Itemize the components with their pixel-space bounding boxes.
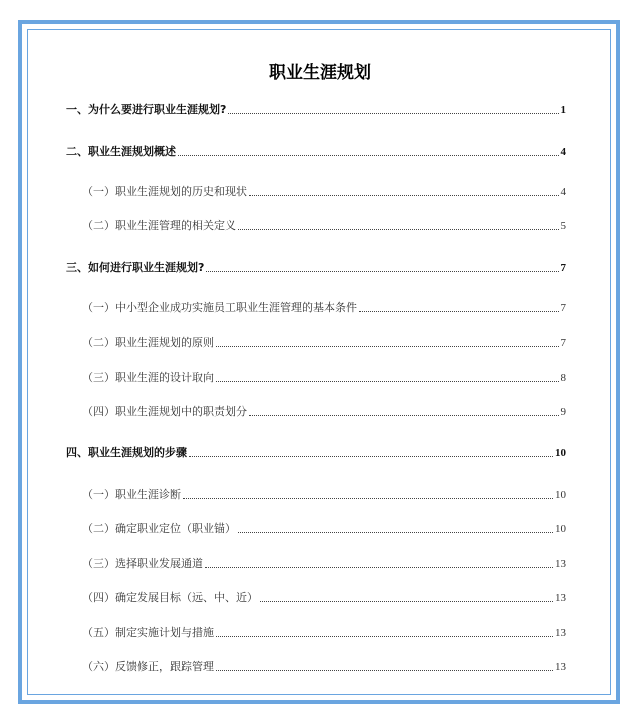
toc-entry-page: 7 [560,337,566,349]
toc-entry[interactable] [66,145,566,159]
toc-entry[interactable] [82,336,566,350]
toc-leader-dots [249,415,559,416]
toc-entry[interactable] [82,522,566,536]
toc-entry-label: （二）确定职业定位（职业锚） [82,522,236,535]
toc-leader-dots [216,381,559,382]
page-title: 职业生涯规划 [269,63,371,83]
toc-leader-dots [249,195,559,196]
toc-leader-dots [205,567,553,568]
toc-entry-page: 4 [560,186,566,198]
toc-entry-label: （二）职业生涯规划的原则 [82,336,214,349]
toc-entry[interactable] [66,103,566,117]
toc-entry-page: 10 [555,489,566,501]
toc-entry-label: （一）中小型企业成功实施员工职业生涯管理的基本条件 [82,301,357,314]
toc-entry-label: 二、职业生涯规划概述 [66,145,176,158]
toc-entry[interactable] [82,557,566,571]
toc-entry-page: 1 [560,104,566,116]
toc-entry-label: （三）选择职业发展通道 [82,557,203,570]
toc-entry-page: 7 [560,262,566,274]
toc-leader-dots [178,155,559,156]
toc-entry-page: 13 [555,661,566,673]
toc-entry[interactable] [82,371,566,385]
toc-entry-label: 一、为什么要进行职业生涯规划? [66,103,227,116]
toc-entry-label: （四）确定发展目标（远、中、近） [82,591,258,604]
toc-entry-page: 7 [560,302,566,314]
toc-leader-dots [260,601,553,602]
toc-entry[interactable] [66,446,566,460]
toc-leader-dots [359,311,559,312]
toc-entry-page: 13 [555,627,566,639]
toc-entry[interactable] [66,261,566,275]
toc-entry-page: 8 [560,372,566,384]
toc-entry[interactable] [82,591,566,605]
toc-entry[interactable] [82,626,566,640]
toc-entry-page: 5 [560,220,566,232]
toc-leader-dots [216,636,553,637]
toc-entry[interactable] [82,488,566,502]
toc-entry-page: 10 [555,523,566,535]
toc-entry-label: （一）职业生涯诊断 [82,488,181,501]
toc-entry[interactable] [82,219,566,233]
toc-entry[interactable] [82,301,566,315]
toc-leader-dots [228,113,558,114]
toc-entry-label: 四、职业生涯规划的步骤 [66,446,187,459]
toc-entry-label: （六）反馈修正，跟踪管理 [82,660,214,673]
toc-entry-label: （一）职业生涯规划的历史和现状 [82,185,247,198]
toc-entry[interactable] [82,405,566,419]
toc-entry-label: （三）职业生涯的设计取向 [82,371,214,384]
toc-leader-dots [183,498,553,499]
toc-leader-dots [216,346,559,347]
toc-entry-label: （二）职业生涯管理的相关定义 [82,219,236,232]
toc-leader-dots [216,670,553,671]
toc-leader-dots [238,532,553,533]
toc-leader-dots [189,456,553,457]
toc-entry[interactable] [82,660,566,674]
toc-entry-page: 9 [560,406,566,418]
toc-entry-page: 13 [555,592,566,604]
toc-entry-label: （五）制定实施计划与措施 [82,626,214,639]
toc-entry-page: 13 [555,558,566,570]
toc-entry-page: 4 [560,146,566,158]
toc-entry-page: 10 [555,447,566,459]
toc-leader-dots [206,271,558,272]
toc-entry-label: （四）职业生涯规划中的职责划分 [82,405,247,418]
toc-entry-label: 三、如何进行职业生涯规划? [66,261,205,274]
toc-leader-dots [238,229,559,230]
toc-entry[interactable] [82,185,566,199]
